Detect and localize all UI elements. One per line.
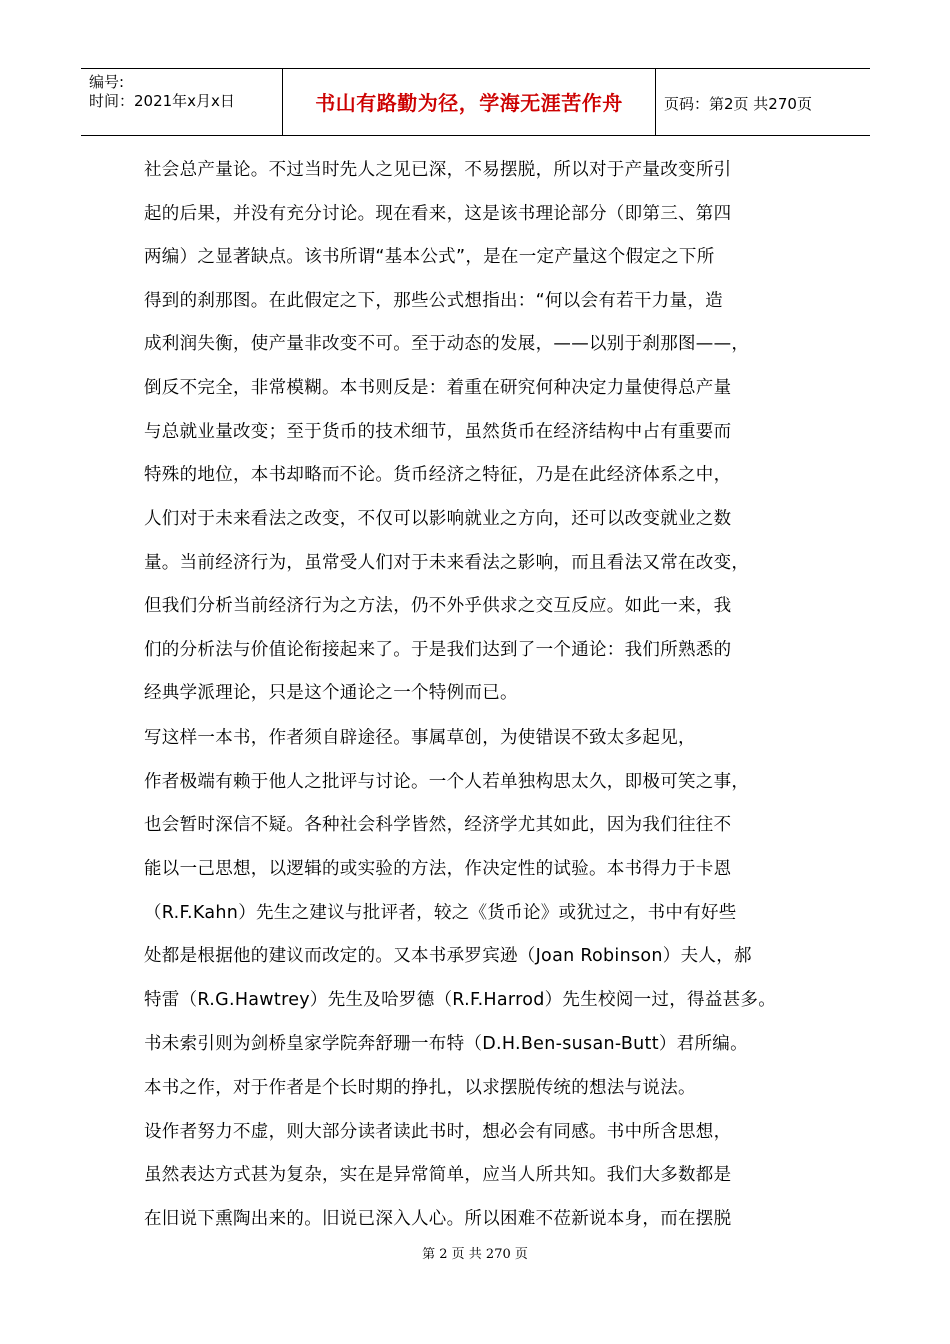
header-page-cell [656, 69, 870, 135]
body-line: 但我们分析当前经济行为之方法，仍不外乎供求之交互反应。如此一来，我 [144, 596, 732, 616]
body-line: 社会总产量论。不过当时先人之见已深，不易摆脱，所以对于产量改变所引 [144, 160, 732, 180]
serial-number-label: 编号: [89, 73, 125, 91]
page-header [81, 68, 870, 136]
body-line: 特雷（R.G.Hawtrey）先生及哈罗德（R.F.Harrod）先生校阅一过，得益甚多。 [144, 990, 777, 1010]
body-line: 得到的刹那图。在此假定之下，那些公式想指出：“何以会有若干力量，造 [144, 291, 723, 311]
body-line: 人们对于未来看法之改变，不仅可以影响就业之方向，还可以改变就业之数 [144, 509, 732, 529]
page-number-label: 页码：第2页 共270页 [664, 95, 812, 113]
body-line: （R.F.Kahn）先生之建议与批评者，较之《货币论》或犹过之，书中有好些 [144, 903, 737, 923]
body-line: 两编）之显著缺点。该书所谓“基本公式”，是在一定产量这个假定之下所 [144, 247, 715, 267]
body-line: 作者极端有赖于他人之批评与讨论。一个人若单独构思太久，即极可笑之事， [144, 772, 750, 792]
body-line: 起的后果，并没有充分讨论。现在看来，这是该书理论部分（即第三、第四 [144, 204, 732, 224]
body-line: 能以一己思想，以逻辑的或实验的方法，作决定性的试验。本书得力于卡恩 [144, 859, 732, 879]
body-line: 在旧说下熏陶出来的。旧说已深入人心。所以困难不莅新说本身，而在摆脱 [144, 1209, 732, 1229]
body-line: 书未索引则为剑桥皇家学院奔舒珊一布特（D.H.Ben-susan-Butt）君所编。 [144, 1034, 748, 1054]
date-label: 时间：2021年x月x日 [89, 92, 235, 110]
page-footer: 第 2 页 共 270 页 [422, 1247, 528, 1262]
header-meta-cell [81, 69, 283, 135]
body-line: 特殊的地位，本书却略而不论。货币经济之特征，乃是在此经济体系之中， [144, 465, 732, 485]
body-line: 处都是根据他的建议而改定的。又本书承罗宾逊（Joan Robinson）夫人，郝 [144, 946, 752, 966]
body-line: 与总就业量改变；至于货币的技术细节，虽然货币在经济结构中占有重要而 [144, 422, 732, 442]
body-line: 设作者努力不虚，则大部分读者读此书时，想必会有同感。书中所含思想， [144, 1122, 732, 1142]
header-motto-cell [283, 69, 656, 135]
body-line: 经典学派理论，只是这个通论之一个特例而已。 [144, 683, 518, 703]
body-line: 也会暂时深信不疑。各种社会科学皆然，经济学尤其如此，因为我们往往不 [144, 815, 732, 835]
body-line: 虽然表达方式甚为复杂，实在是异常简单，应当人所共知。我们大多数都是 [144, 1165, 732, 1185]
body-line: 写这样一本书，作者须自辟途径。事属草创，为使错误不致太多起见， [144, 728, 696, 748]
body-line: 本书之作，对于作者是个长时期的挣扎，以求摆脱传统的想法与说法。 [144, 1078, 696, 1098]
body-line: 成利润失衡，使产量非改变不可。至于动态的发展，——以别于刹那图——， [144, 334, 750, 354]
body-line: 倒反不完全，非常模糊。本书则反是：着重在研究何种决定力量使得总产量 [144, 378, 732, 398]
body-line: 们的分析法与价值论衔接起来了。于是我们达到了一个通论：我们所熟悉的 [144, 640, 732, 660]
motto-text: 书山有路勤为径，学海无涯苦作舟 [315, 91, 623, 115]
body-line: 量。当前经济行为，虽常受人们对于未来看法之影响，而且看法又常在改变， [144, 553, 750, 573]
